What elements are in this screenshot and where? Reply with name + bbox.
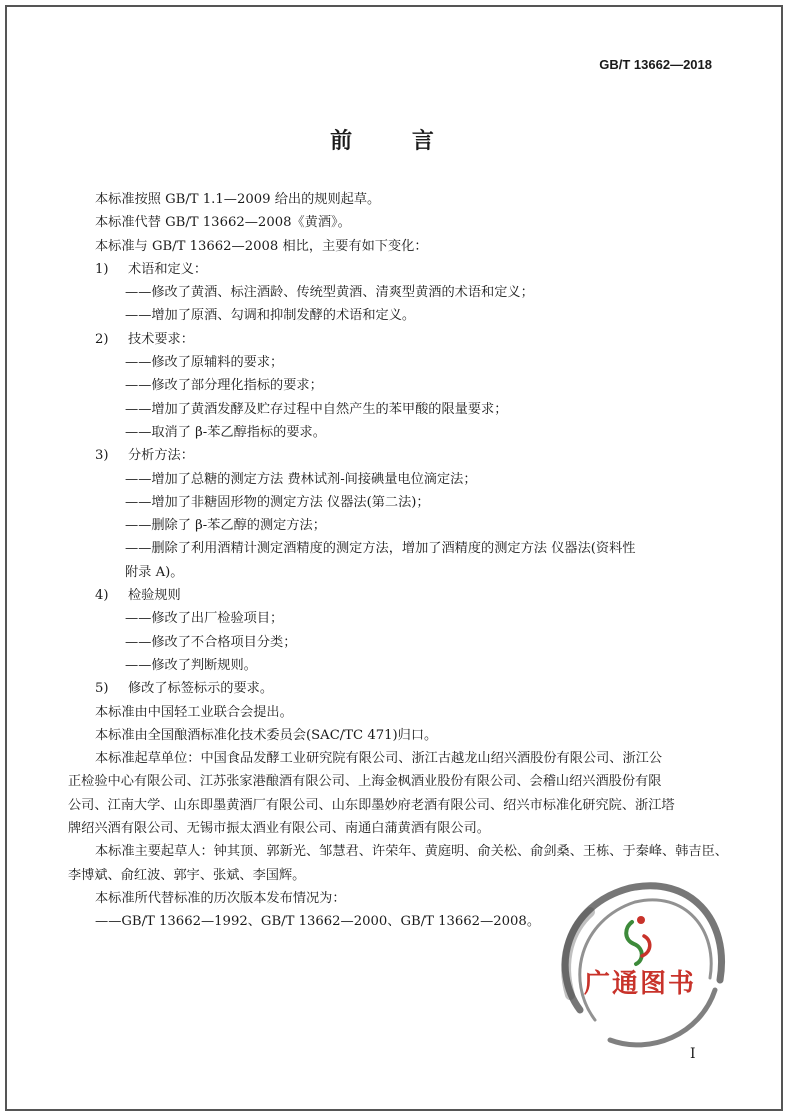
list-item xyxy=(95,258,715,281)
sub-item: ——删除了利用酒精计测定酒精度的测定方法，增加了酒精度的测定方法 仪器法(资料性 xyxy=(125,541,636,557)
list-item-text: 技术要求： xyxy=(128,331,194,347)
list-item-number: 4) xyxy=(95,588,109,604)
list-item-text: 检验规则 xyxy=(128,588,181,604)
paragraph-continuation: 牌绍兴酒有限公司、无锡市振太酒业有限公司、南通白蒲黄酒有限公司。 xyxy=(68,821,490,837)
page-title: 前 言 xyxy=(330,129,460,154)
sub-item-continuation: 附录 A)。 xyxy=(125,564,184,580)
standard-number: GB/T 13662—2018 xyxy=(599,57,712,72)
list-item-text: 分析方法： xyxy=(128,448,194,464)
list-item xyxy=(95,444,715,467)
list-item-number: 2) xyxy=(95,331,109,347)
paragraph: 本标准由全国酿酒标准化技术委员会(SAC/TC 471)归口。 xyxy=(95,727,438,743)
paragraph: 本标准主要起草人：钟其顶、郭新光、邹慧君、许荣年、黄庭明、俞关松、俞剑桑、王栋、于秦峰、韩吉臣、 xyxy=(95,844,728,860)
paragraph: 本标准所代替标准的历次版本发布情况为： xyxy=(95,890,346,906)
page-number: I xyxy=(690,1046,696,1062)
paragraph: 本标准与 GB/T 13662—2008 相比，主要有如下变化： xyxy=(95,238,428,254)
sub-item: ——增加了黄酒发酵及贮存过程中自然产生的苯甲酸的限量要求； xyxy=(125,401,508,417)
sub-item: ——取消了 β-苯乙醇指标的要求。 xyxy=(125,424,326,440)
sub-item: ——修改了部分理化指标的要求； xyxy=(125,378,323,394)
sub-item: ——增加了原酒、勾调和抑制发酵的术语和定义。 xyxy=(125,308,416,324)
sub-item: ——修改了原辅料的要求； xyxy=(125,355,284,371)
stamp-text: 广通图书 xyxy=(583,969,697,999)
list-item-number: 3) xyxy=(95,448,109,464)
sub-item: ——修改了判断规则。 xyxy=(125,657,257,673)
list-item-number: 5) xyxy=(95,681,109,697)
list-item xyxy=(95,677,715,700)
paragraph: 本标准起草单位：中国食品发酵工业研究院有限公司、浙江古越龙山绍兴酒股份有限公司、浙江公 xyxy=(95,751,663,767)
sub-item: ——增加了总糖的测定方法 费林试剂-间接碘量电位滴定法； xyxy=(125,471,477,487)
foreword-body xyxy=(68,188,728,934)
list-item xyxy=(95,328,715,351)
list-item-text: 修改了标签标示的要求。 xyxy=(128,681,274,697)
list-item-number: 1) xyxy=(95,261,109,277)
sub-item: ——修改了出厂检验项目； xyxy=(125,611,284,627)
sub-item: ——删除了 β-苯乙醇的测定方法； xyxy=(125,518,326,534)
list-item xyxy=(95,584,715,607)
logo-mark-icon xyxy=(626,916,650,964)
paragraph-continuation: 李博斌、俞红波、郭宇、张斌、李国辉。 xyxy=(68,867,306,883)
paragraph: 本标准由中国轻工业联合会提出。 xyxy=(95,704,293,720)
paragraph-continuation: 公司、江南大学、山东即墨黄酒厂有限公司、山东即墨妙府老酒有限公司、绍兴市标准化研究院、浙江塔 xyxy=(68,797,675,813)
paragraph: 本标准按照 GB/T 1.1—2009 给出的规则起草。 xyxy=(95,192,381,207)
sub-item: ——增加了非糖固形物的测定方法 仪器法(第二法)； xyxy=(125,494,430,510)
publisher-stamp xyxy=(540,860,740,1060)
list-item-text: 术语和定义： xyxy=(128,261,208,277)
sub-item: ——修改了不合格项目分类； xyxy=(125,634,297,650)
paragraph: 本标准代替 GB/T 13662—2008《黄酒》。 xyxy=(95,215,351,231)
paragraph-continuation: 正检验中心有限公司、江苏张家港酿酒有限公司、上海金枫酒业股份有限公司、会稽山绍兴酒股份有限 xyxy=(68,774,662,790)
sub-item: ——GB/T 13662—1992、GB/T 13662—2000、GB/T 13662—2008。 xyxy=(95,914,541,930)
sub-item: ——修改了黄酒、标注酒龄、传统型黄酒、清爽型黄酒的术语和定义； xyxy=(125,285,534,301)
